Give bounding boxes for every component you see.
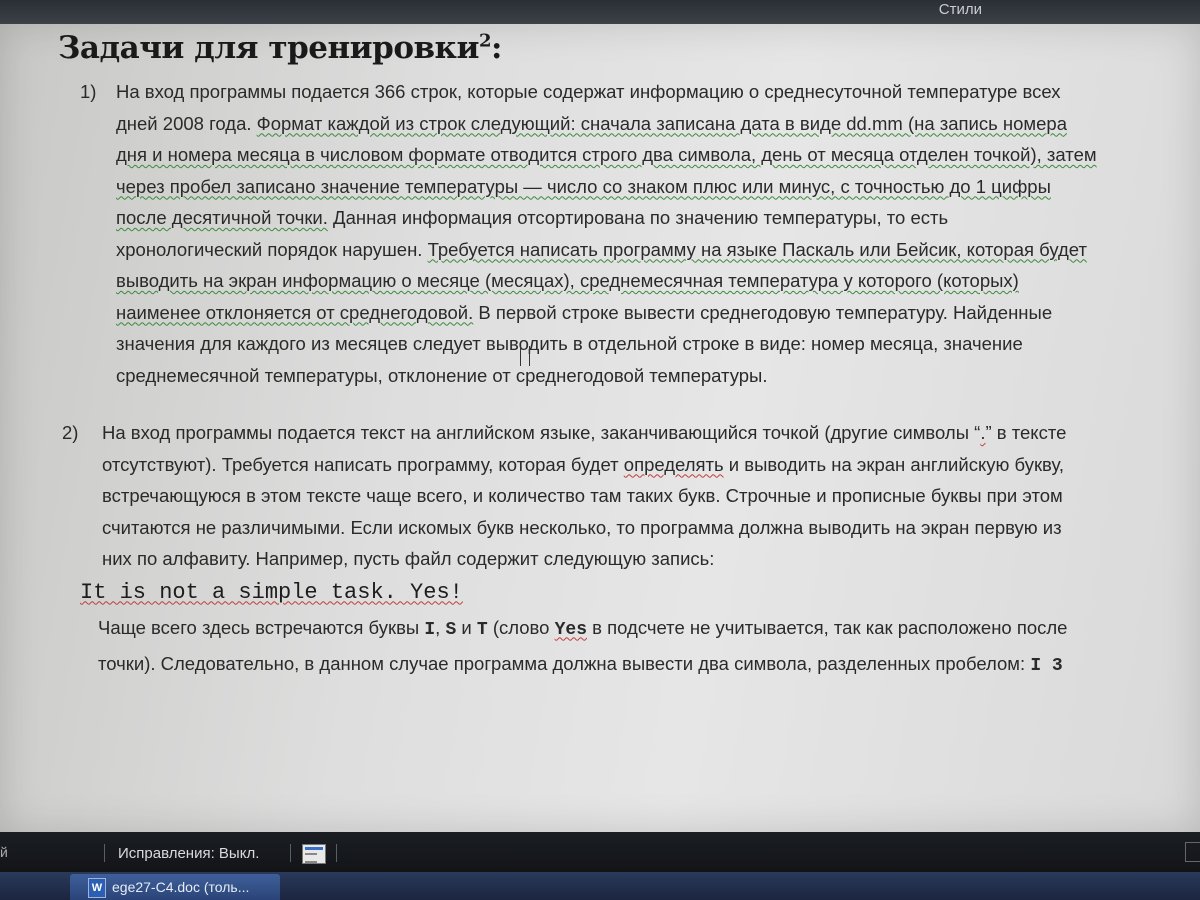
ribbon-top-bar	[0, 0, 1200, 24]
expected-answer: I 3	[1030, 655, 1063, 676]
task-2-number: 2)	[62, 422, 79, 443]
taskbar-document-button[interactable]: ege27-C4.doc (толь...	[70, 874, 280, 900]
task-2	[58, 417, 1188, 575]
styles-group-label[interactable]: Стили	[938, 1, 982, 18]
status-separator	[336, 844, 337, 862]
title-footnote-marker: 2	[478, 30, 491, 52]
view-toggle-icon[interactable]	[1185, 842, 1200, 862]
status-separator	[290, 844, 291, 862]
task-1-text: На вход программы подается 366 строк, которые содержат информацию о среднесуточной температуре всех дней 2008 года. Формат каждой из строк следующий: сначала записана дата в виде dd.mm (на запись номера дня и номера месяца в числовом формате отводится строго два символа, день от месяца отделен точкой), затем через пробел записано значение температуры — число со знаком плюс или минус, с точностью до 1 цифры после десятичной точки. Данная информация отсортирована по значению температуры, то есть хронологический порядок нарушен. Требуется написать программу на языке Паскаль или Бейсик, которая будет выводить на экран информацию о месяце (месяцах), среднемесячная температура у которого (которых) наименее отклоняется от среднегодовой. В первой строке вывести среднегодовую температуру. Найденные значения для каждого из месяцев следует выводить в отдельной строке в виде: номер месяца, значение среднемесячной температуры, отклонение от среднегодовой температуры.	[116, 81, 1097, 386]
document-page[interactable]	[0, 24, 1200, 832]
word-document-icon: W	[88, 878, 106, 898]
document-title: Задачи для тренировки$^2$:	[58, 30, 502, 66]
text-cursor-icon	[520, 346, 530, 366]
example-input-code: It is not a simple task. Yes!	[80, 579, 463, 605]
spelling-flagged-word: определять	[623, 453, 724, 475]
status-separator	[104, 844, 105, 862]
task-1	[58, 76, 1188, 391]
grammar-flagged-text: Формат каждой из строк следующий: сначала записана дата в виде dd.mm (на запись номера дня и номера месяца в числовом формате отводится строго два символа, день от месяца отделен точкой), затем через пробел записано значение температуры — число со знаком плюс или минус, с точностью до 1 цифры после десятичной точки.	[116, 112, 1097, 228]
document-view-icon[interactable]	[302, 844, 326, 864]
taskbar	[0, 872, 1200, 900]
track-changes-status[interactable]: Исправления: Выкл.	[118, 845, 260, 862]
grammar-flagged-text: Требуется написать программу на языке Паскаль или Бейсик, которая будет выводить на экран информацию о месяце (месяцах), среднемесячная температура у которого (которых) наименее отклоняется от среднегодовой.	[116, 238, 1087, 323]
task-2-explanation: Чаще всего здесь встречаются буквы I, S и T (слово Yes в подсчете не учитывается, так как расположено после точки). Следовательно, в данном случае программа должна вывести два символа, разделенных пробелом: I 3	[98, 616, 1068, 676]
task-2-text: На вход программы подается текст на английском языке, заканчивающийся точкой (другие символы “.” в тексте отсутствуют). Требуется написать программу, которая будет определять и выводить на экран английскую букву, встречающуюся в этом тексте чаще всего, и количество там таких букв. Строчные и прописные буквы при этом считаются не различимыми. Если искомых букв несколько, то программа должна выводить на экран первую из них по алфавиту. Например, пусть файл содержит следующую запись:	[102, 422, 1067, 569]
status-bar-edge-text: й	[0, 844, 8, 860]
status-bar	[0, 832, 1200, 872]
task-1-number: 1)	[80, 81, 97, 102]
document-body[interactable]	[58, 30, 1188, 683]
